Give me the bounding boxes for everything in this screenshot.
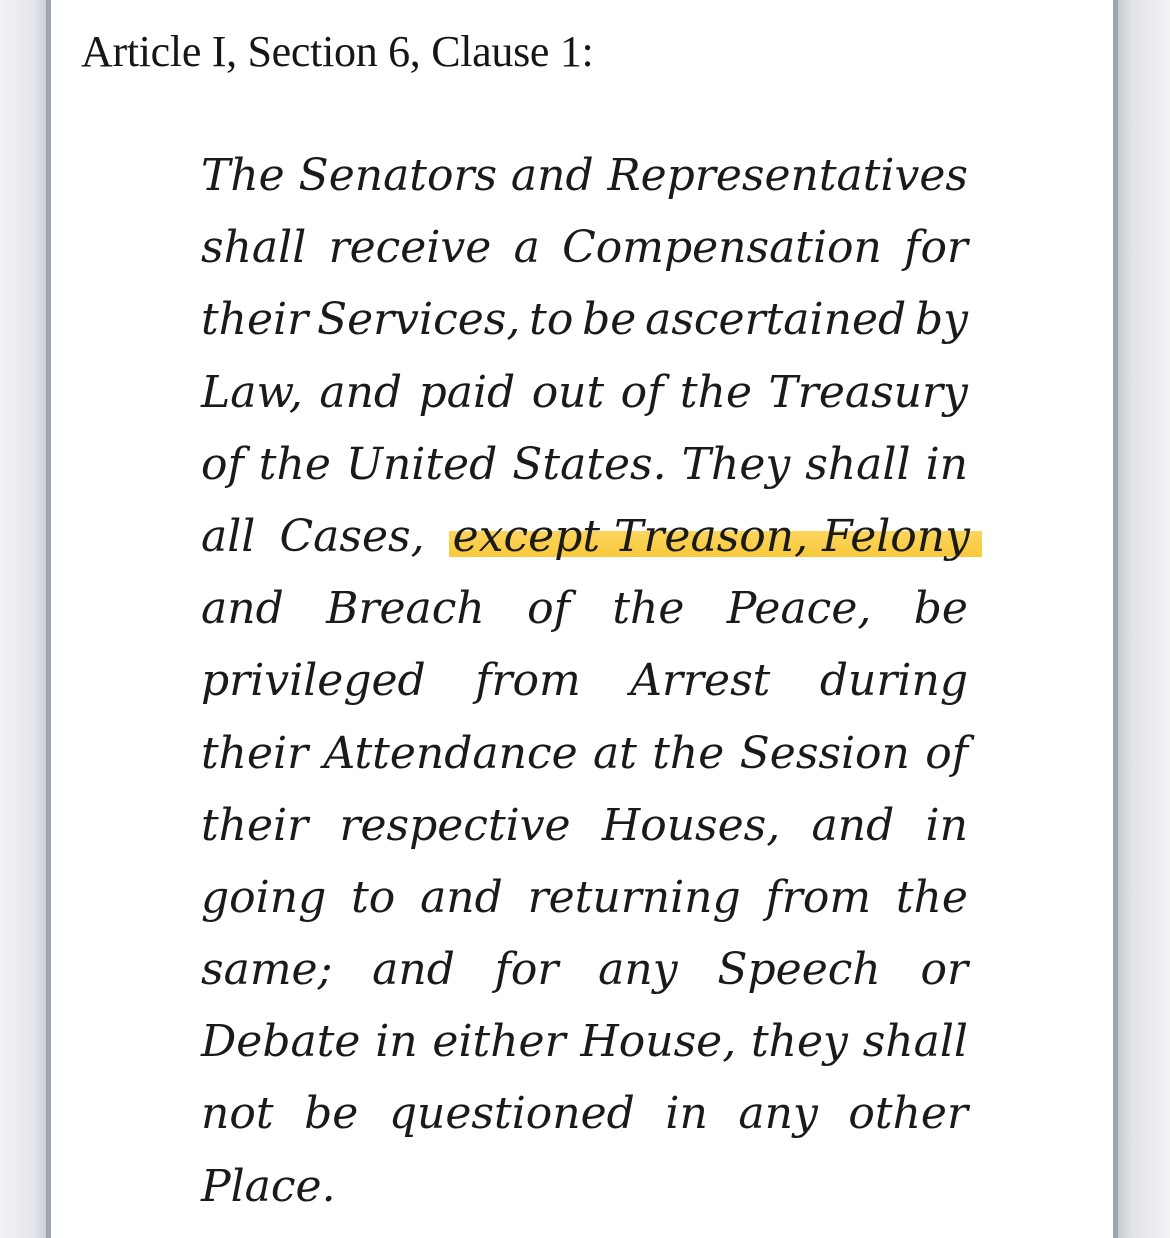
highlighted-text[interactable]: except Treason, Felony xyxy=(449,501,982,573)
quote-word: during xyxy=(819,655,968,707)
quote-word: to xyxy=(351,871,396,923)
quote-word: Senators xyxy=(298,150,498,201)
quote-word: paid xyxy=(418,366,516,418)
quote-word: Debate xyxy=(201,1016,361,1068)
quote-word: any xyxy=(598,944,678,996)
quote-word: of xyxy=(925,727,968,779)
quote-word: Peace, xyxy=(726,583,872,635)
quote-word: Treasury xyxy=(768,366,968,418)
quote-word: United xyxy=(345,438,498,490)
quote-word: at xyxy=(593,727,637,779)
quote-word: States. xyxy=(512,438,667,490)
clause-heading: Article I, Section 6, Clause 1: xyxy=(81,27,594,76)
quote-word: in xyxy=(375,1016,418,1068)
quote-word: be xyxy=(304,1088,359,1140)
quote-line xyxy=(201,140,968,212)
right-margin xyxy=(1118,0,1170,1238)
quote-word: and xyxy=(201,583,284,635)
quote-word: Attendance xyxy=(323,727,578,779)
quote-word: Representatives xyxy=(607,150,968,201)
quote-line xyxy=(201,862,968,934)
quote-word: a xyxy=(513,222,540,274)
document-page xyxy=(46,0,1118,1238)
quote-word: Speech xyxy=(717,944,881,996)
quote-word: of xyxy=(527,583,570,635)
quote-word: shall xyxy=(862,1016,968,1068)
quote-word: going xyxy=(201,871,327,923)
quote-line xyxy=(201,1078,968,1150)
quote-word: Breach xyxy=(326,583,485,635)
quote-word: the xyxy=(679,366,752,418)
quote-word: same; xyxy=(201,944,333,996)
quote-word: Law, xyxy=(201,366,303,418)
quote-word: any xyxy=(738,1088,818,1140)
quote-word: the xyxy=(652,727,725,779)
quote-line xyxy=(201,718,968,790)
quoted-text-block xyxy=(201,140,968,1223)
quote-word: be xyxy=(582,294,637,346)
quote-word: Houses, xyxy=(601,799,781,851)
quote-line xyxy=(201,1006,968,1078)
quote-line xyxy=(201,790,968,862)
quote-word: receive xyxy=(328,222,492,274)
quote-word: all xyxy=(201,510,256,562)
quote-word: and xyxy=(372,944,455,996)
quote-line xyxy=(201,573,968,645)
quote-word: their xyxy=(201,294,309,346)
quote-word: The xyxy=(201,150,285,201)
quote-word: and xyxy=(420,871,503,923)
quote-word: privileged xyxy=(201,655,426,707)
quote-word: and xyxy=(319,366,403,418)
quote-word: in xyxy=(925,438,968,490)
quote-word: in xyxy=(925,799,968,851)
quote-word: be xyxy=(913,583,968,635)
quote-word: questioned xyxy=(388,1088,635,1140)
quote-word: Arrest xyxy=(630,655,771,707)
quote-line xyxy=(201,212,968,284)
quote-line xyxy=(201,429,968,501)
quote-word: of xyxy=(201,438,244,490)
quote-word: Compensation xyxy=(562,222,882,274)
quote-line xyxy=(201,284,968,356)
quote-word: and xyxy=(811,799,895,851)
quote-word: they xyxy=(751,1016,848,1068)
quote-word: shall xyxy=(805,438,911,490)
quote-line xyxy=(201,1151,968,1223)
quote-word: out xyxy=(531,366,605,418)
quote-word: of xyxy=(620,366,664,418)
quote-word: their xyxy=(201,727,309,779)
quote-word: either xyxy=(432,1016,566,1068)
quote-word: from xyxy=(475,655,581,707)
quote-word: Services, xyxy=(316,294,521,346)
quote-word: the xyxy=(612,583,685,635)
quote-word: and xyxy=(510,150,594,201)
quote-line xyxy=(201,357,968,429)
quote-word: for xyxy=(904,222,968,274)
quote-word: to xyxy=(529,294,574,346)
left-margin xyxy=(0,0,48,1238)
quote-word: for xyxy=(494,944,559,996)
quote-word: in xyxy=(665,1088,708,1140)
quote-word: shall xyxy=(201,222,307,274)
quote-line xyxy=(201,501,968,573)
quote-word: Place. xyxy=(201,1160,336,1212)
quote-word: House, xyxy=(580,1016,737,1068)
quote-line xyxy=(201,934,968,1006)
quote-word: Session xyxy=(739,727,910,779)
quote-word: respective xyxy=(339,799,571,851)
quote-line xyxy=(201,645,968,717)
quote-word: the xyxy=(895,871,968,923)
quote-word: the xyxy=(258,438,331,490)
quote-word: their xyxy=(201,799,309,851)
quote-word: returning xyxy=(527,871,741,923)
quote-word: not xyxy=(201,1088,274,1140)
quote-word: by xyxy=(914,294,968,346)
quote-word: other xyxy=(848,1088,968,1140)
quote-word: ascertained xyxy=(645,294,907,346)
quote-word: They xyxy=(681,438,791,490)
quote-word: from xyxy=(765,871,872,923)
quote-word: Cases, xyxy=(279,510,425,562)
quote-word: or xyxy=(920,944,968,996)
